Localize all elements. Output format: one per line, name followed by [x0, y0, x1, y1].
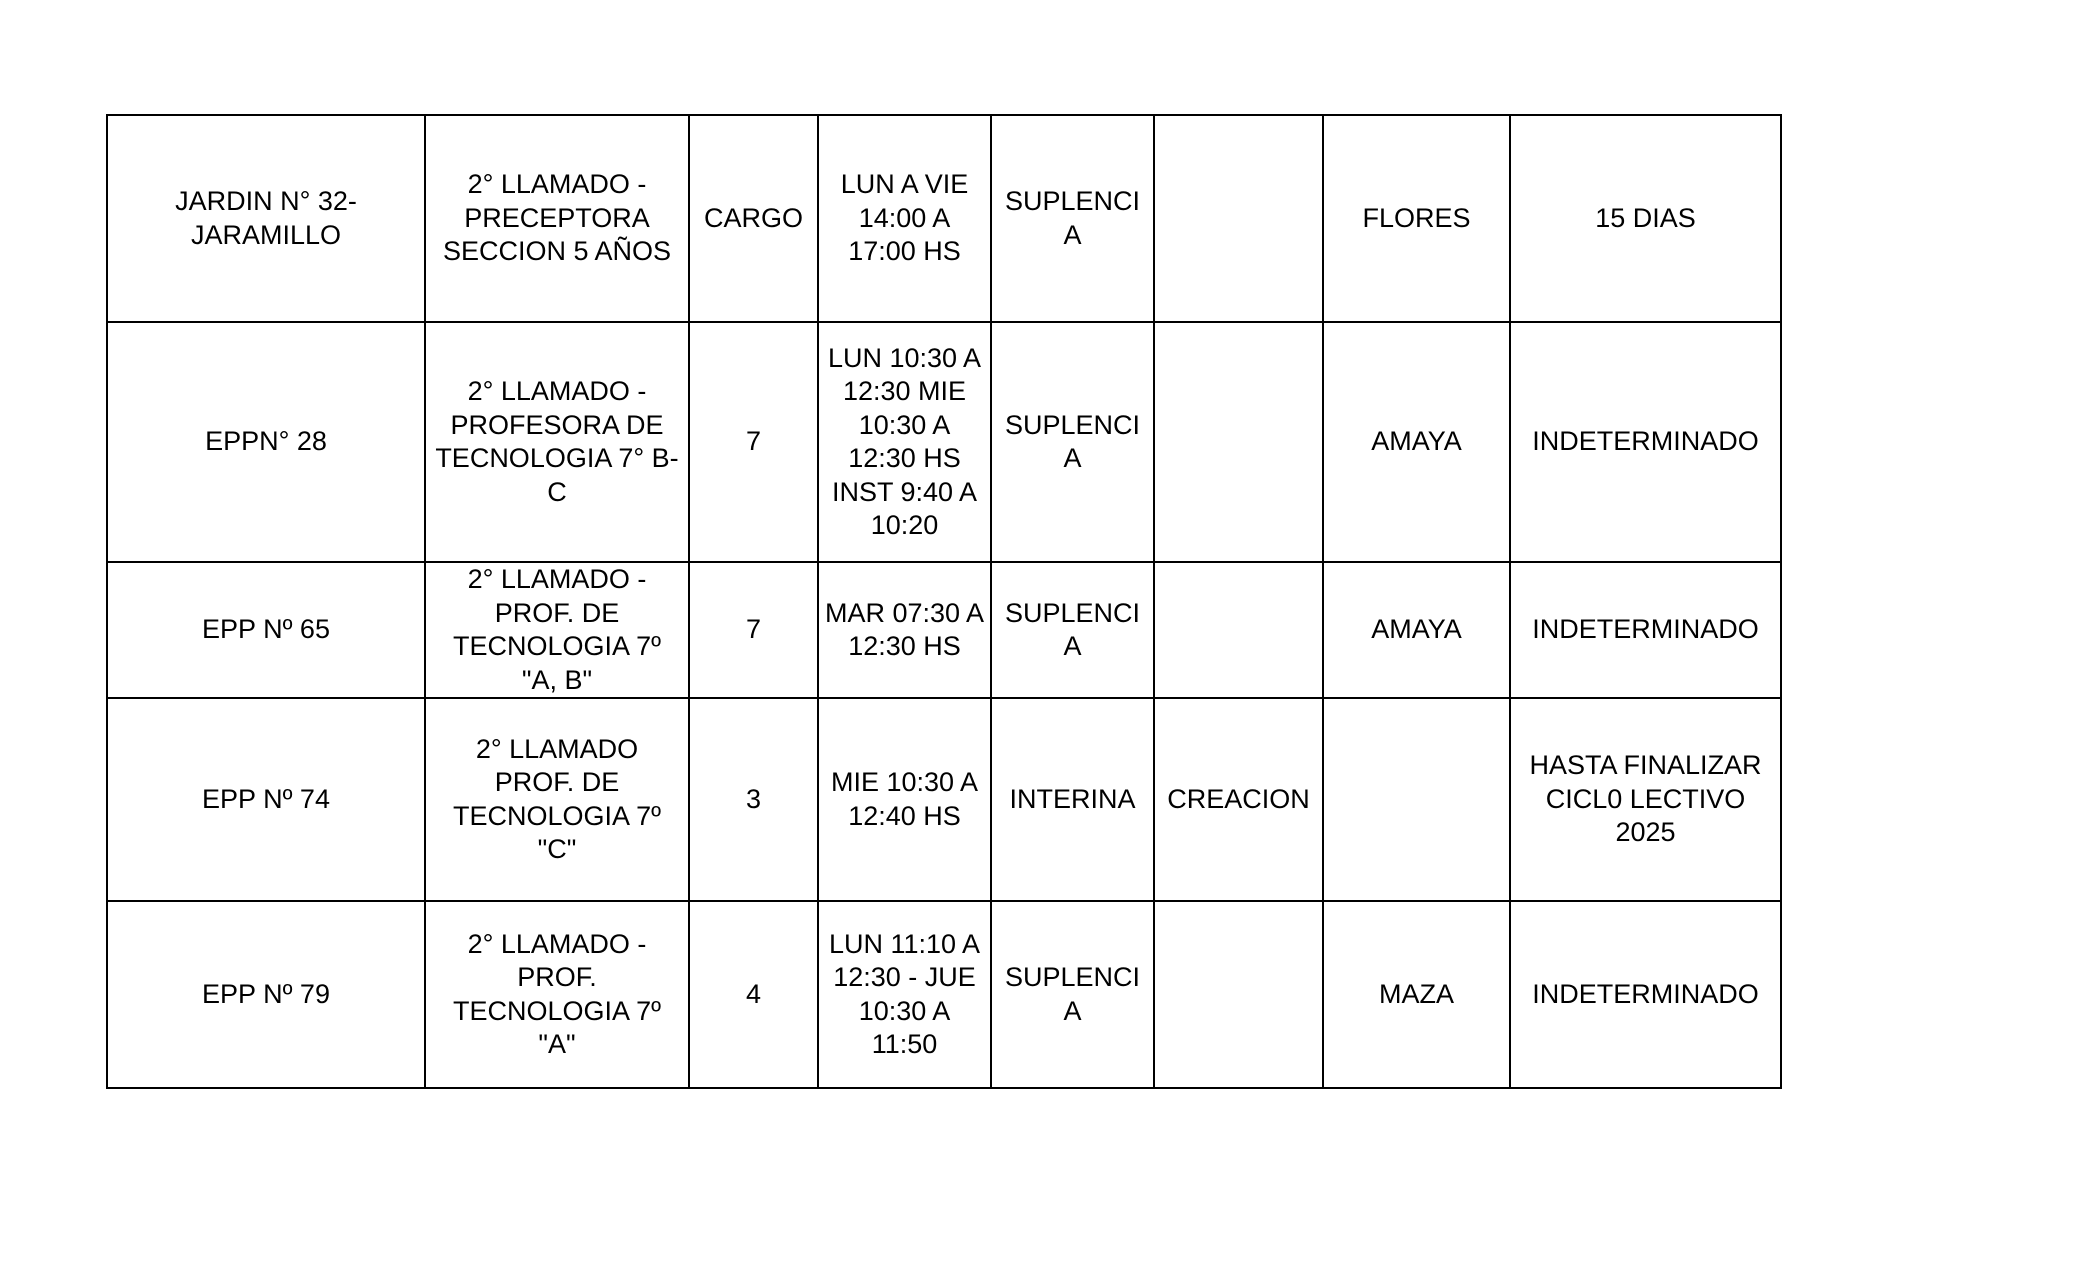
duration-cell: INDETERMINADO	[1510, 562, 1781, 698]
position-cell: 2° LLAMADO PROF. DE TECNOLOGIA 7º "C"	[425, 698, 689, 901]
position-cell: 2° LLAMADO - PRECEPTORA SECCION 5 AÑOS	[425, 115, 689, 322]
holder-cell: FLORES	[1323, 115, 1510, 322]
schedule-cell: MAR 07:30 A 12:30 HS	[818, 562, 991, 698]
hours-cell: 7	[689, 322, 818, 562]
character-cell: INTERINA	[991, 698, 1154, 901]
character-cell: SUPLENCI A	[991, 115, 1154, 322]
duration-cell: 15 DIAS	[1510, 115, 1781, 322]
position-cell: 2° LLAMADO - PROF. DE TECNOLOGIA 7º "A, B"	[425, 562, 689, 698]
schedule-cell: LUN 10:30 A 12:30 MIE 10:30 A 12:30 HS INST 9:40 A 10:20	[818, 322, 991, 562]
position-cell: 2° LLAMADO - PROF. TECNOLOGIA 7º "A"	[425, 901, 689, 1088]
school-cell: EPPN° 28	[107, 322, 425, 562]
reason-cell	[1154, 562, 1323, 698]
table-row	[107, 322, 1781, 562]
table-row	[107, 698, 1781, 901]
table-row	[107, 901, 1781, 1088]
character-cell: SUPLENCI A	[991, 901, 1154, 1088]
school-cell: EPP Nº 65	[107, 562, 425, 698]
schedule-cell: MIE 10:30 A 12:40 HS	[818, 698, 991, 901]
holder-cell: MAZA	[1323, 901, 1510, 1088]
hours-cell: 4	[689, 901, 818, 1088]
duration-cell: INDETERMINADO	[1510, 901, 1781, 1088]
holder-cell: AMAYA	[1323, 322, 1510, 562]
schedule-cell: LUN A VIE 14:00 A 17:00 HS	[818, 115, 991, 322]
duration-cell: INDETERMINADO	[1510, 322, 1781, 562]
character-cell: SUPLENCI A	[991, 322, 1154, 562]
schedule-cell: LUN 11:10 A 12:30 - JUE 10:30 A 11:50	[818, 901, 991, 1088]
school-cell: JARDIN N° 32- JARAMILLO	[107, 115, 425, 322]
table-row	[107, 115, 1781, 322]
holder-cell: AMAYA	[1323, 562, 1510, 698]
hours-cell: CARGO	[689, 115, 818, 322]
vacancy-table	[106, 114, 1782, 1089]
reason-cell	[1154, 115, 1323, 322]
reason-cell	[1154, 901, 1323, 1088]
table-row	[107, 562, 1781, 698]
character-cell: SUPLENCI A	[991, 562, 1154, 698]
holder-cell	[1323, 698, 1510, 901]
school-cell: EPP Nº 74	[107, 698, 425, 901]
hours-cell: 3	[689, 698, 818, 901]
position-cell: 2° LLAMADO - PROFESORA DE TECNOLOGIA 7° B- C	[425, 322, 689, 562]
duration-cell: HASTA FINALIZAR CICL0 LECTIVO 2025	[1510, 698, 1781, 901]
school-cell: EPP Nº 79	[107, 901, 425, 1088]
hours-cell: 7	[689, 562, 818, 698]
reason-cell: CREACION	[1154, 698, 1323, 901]
reason-cell	[1154, 322, 1323, 562]
